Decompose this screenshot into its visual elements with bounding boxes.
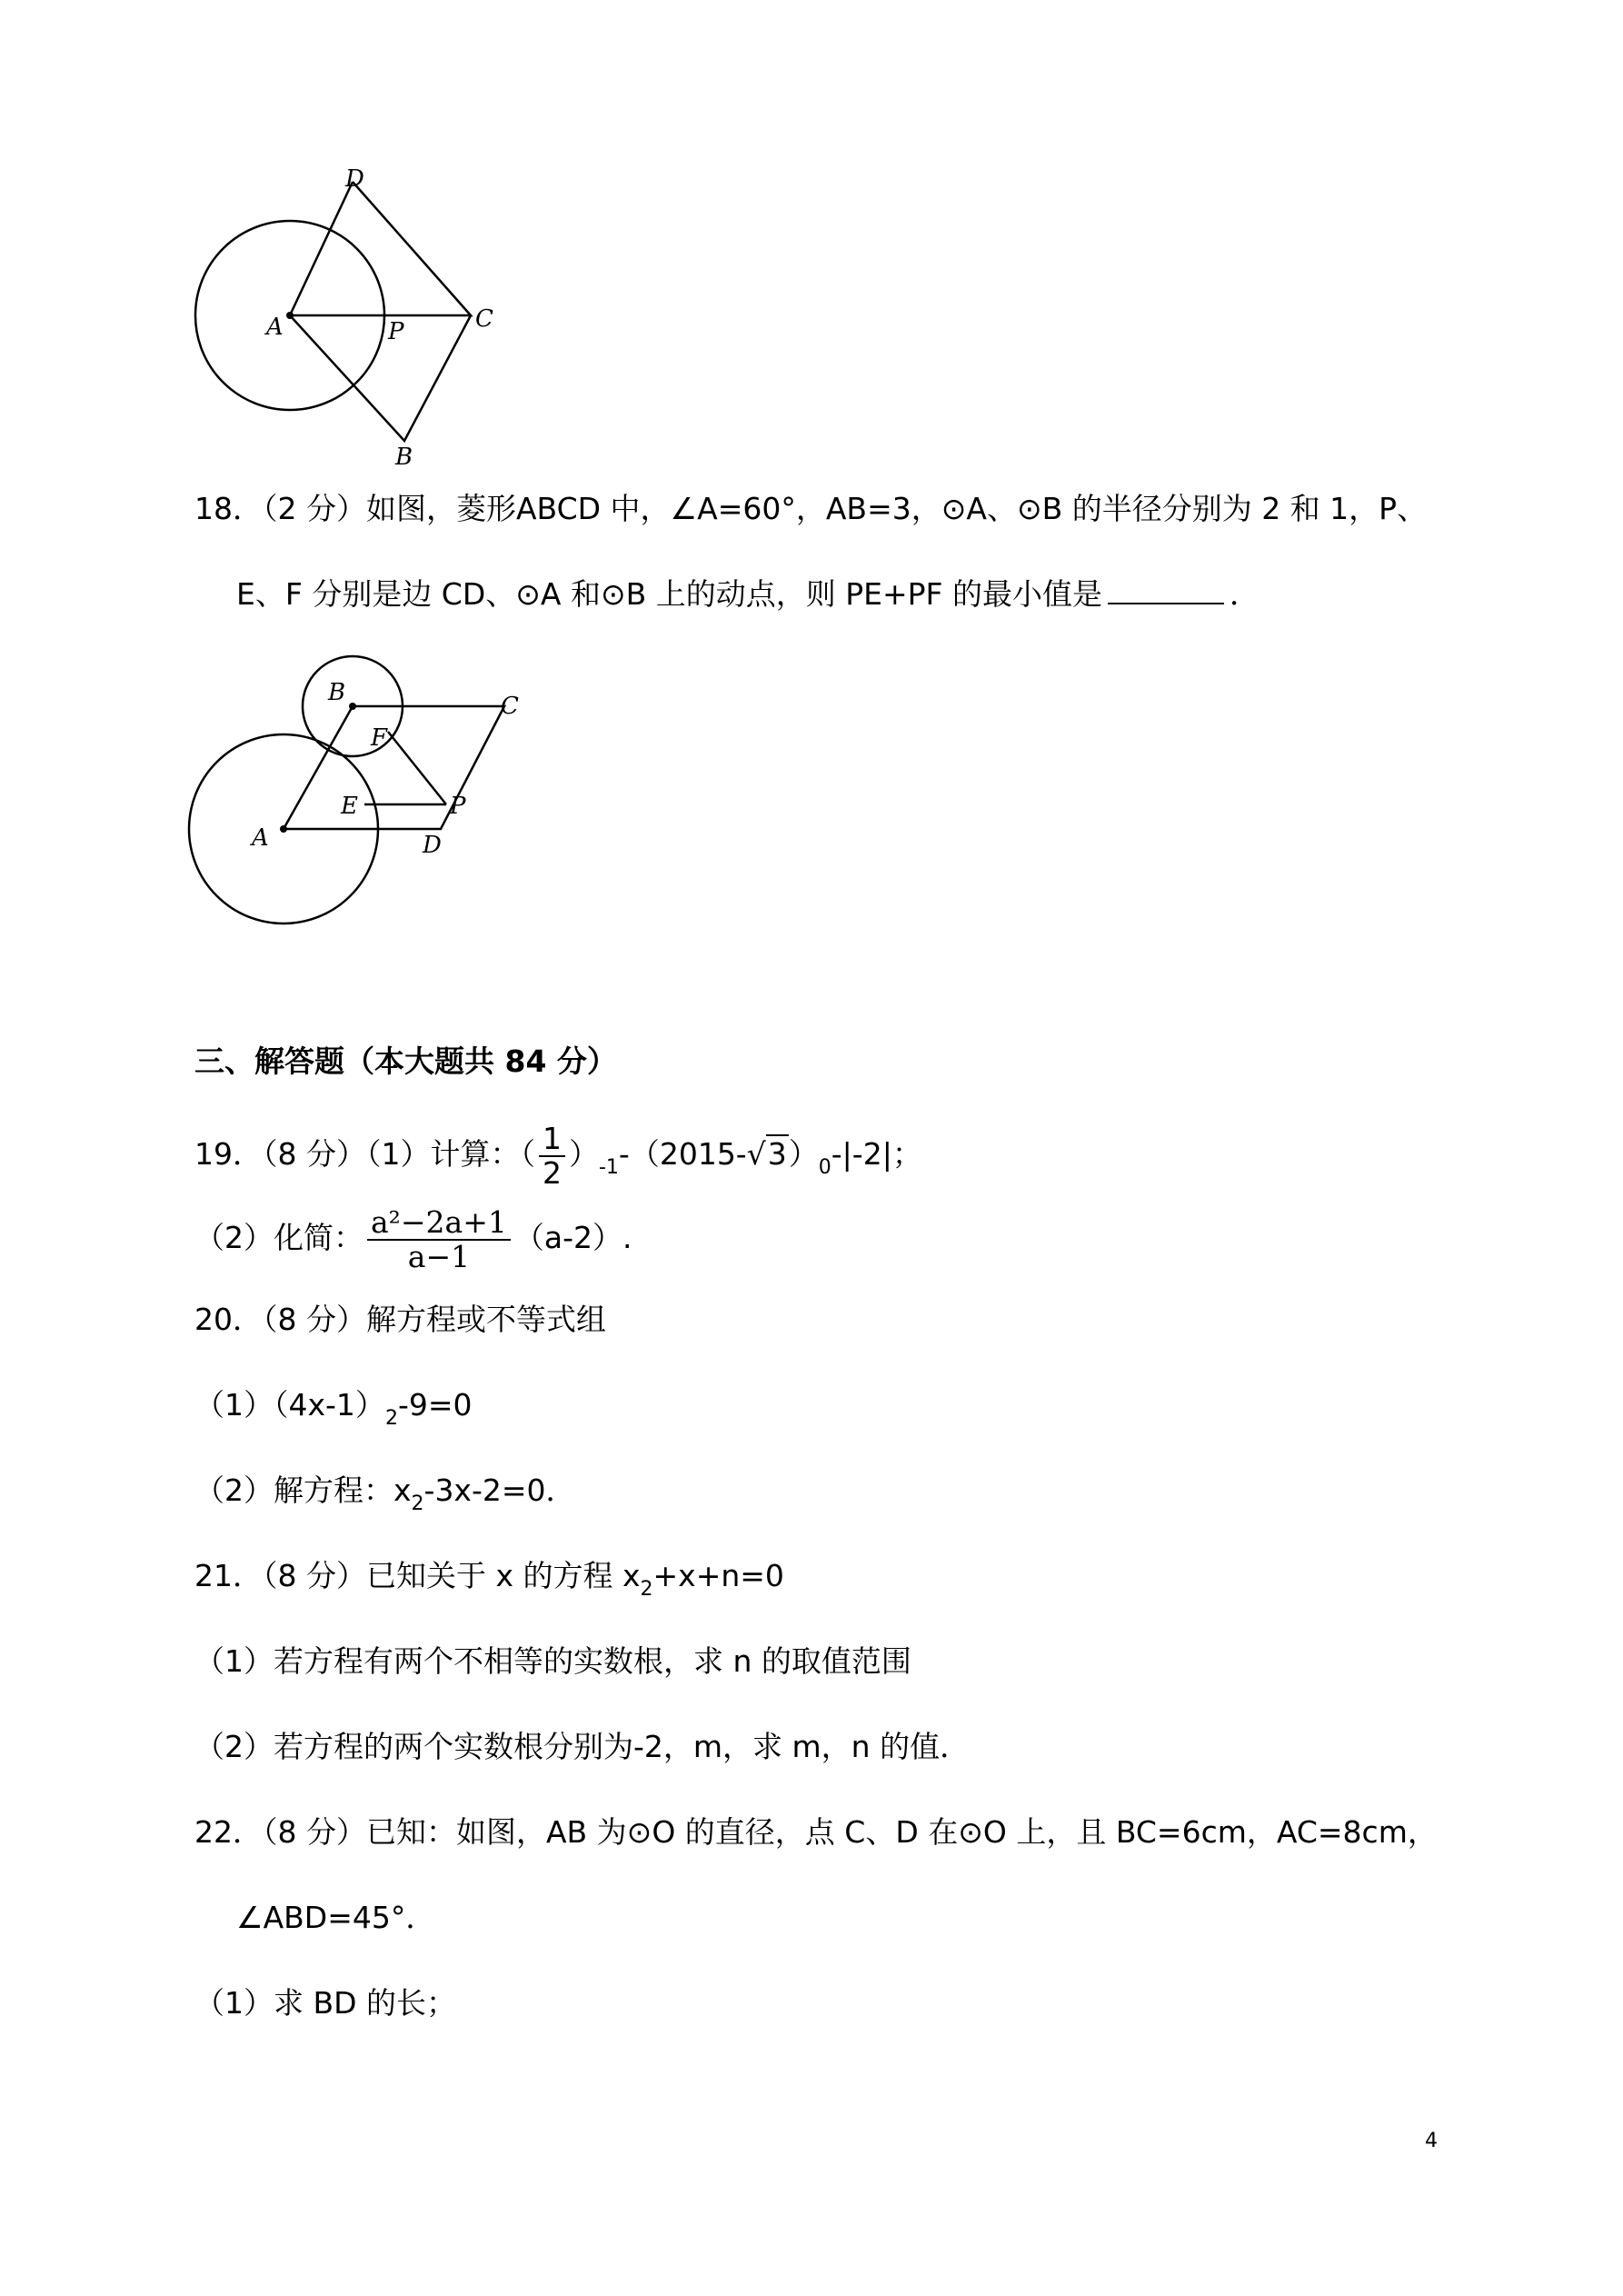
q22-line2: ∠ABD=45°． bbox=[236, 1900, 436, 1935]
q20-p2-a: （2）解方程：x bbox=[194, 1472, 412, 1508]
q19-part1 bbox=[194, 1118, 922, 1191]
q20-title: 20．（8 分）解方程或不等式组 bbox=[194, 1302, 606, 1337]
shape-lines-lower bbox=[290, 315, 471, 441]
q21-part1: （1）若方程有两个不相等的实数根，求 n 的取值范围 bbox=[194, 1643, 911, 1679]
q19-end: -|-2|； bbox=[831, 1136, 922, 1172]
q22-line1: 22．（8 分）已知：如图，AB 为⊙O 的直径，点 C、D 在⊙O 上，且 BC=6cm，AC=8cm， bbox=[194, 1814, 1438, 1850]
q19-exp1: -1 bbox=[598, 1156, 619, 1179]
q19-p2-prefix: （2）化简： bbox=[194, 1220, 363, 1255]
q20-p1-a: （1）（4x-1） bbox=[194, 1387, 385, 1423]
page-number: 4 bbox=[1425, 2130, 1438, 2152]
q21-part2: （2）若方程的两个实数根分别为-2，m，求 m，n 的值． bbox=[194, 1729, 971, 1764]
q20-p2-exp: 2 bbox=[411, 1492, 424, 1515]
q21-title-a: 21．（8 分）已知关于 x 的方程 x bbox=[194, 1558, 641, 1593]
label-e: E bbox=[341, 793, 358, 820]
q18-line2-end: ． bbox=[1230, 576, 1260, 612]
answer-blank bbox=[1108, 575, 1224, 604]
q19-mid2: -（2015- bbox=[618, 1136, 747, 1172]
q19-mid1: ） bbox=[568, 1136, 599, 1172]
q18-line2-text: E、F 分别是边 CD、⊙A 和⊙B 上的动点，则 PE+PF 的最小值是 bbox=[236, 576, 1103, 612]
label-c: C bbox=[501, 693, 519, 720]
q18-line1: 18．（2 分）如图，菱形ABCD 中，∠A=60°，AB=3，⊙A、⊙B 的半径分别为 2 和 1，P、 bbox=[194, 491, 1428, 526]
q20-part1 bbox=[194, 1387, 473, 1428]
point-a bbox=[286, 312, 294, 319]
sqrt-sign: √ bbox=[746, 1136, 766, 1172]
q21-title-exp: 2 bbox=[640, 1578, 653, 1601]
q20-p1-b: -9=0 bbox=[397, 1387, 473, 1423]
label-p: P bbox=[450, 793, 466, 820]
rhombus-abcd bbox=[284, 706, 504, 829]
label-d: D bbox=[345, 165, 364, 193]
label-c: C bbox=[475, 305, 493, 333]
frac-num: a²−2a+1 bbox=[367, 1206, 511, 1241]
label-d: D bbox=[423, 832, 442, 859]
point-b bbox=[349, 703, 356, 710]
frac-num: 1 bbox=[539, 1123, 565, 1157]
shape-lines bbox=[290, 182, 471, 315]
point-a bbox=[280, 825, 287, 833]
segment-pf bbox=[388, 732, 446, 804]
section-title: 三、解答题（本大题共 84 分） bbox=[194, 1043, 617, 1079]
frac-den: a−1 bbox=[407, 1238, 471, 1274]
label-f: F bbox=[371, 724, 388, 752]
label-a: A bbox=[266, 314, 284, 341]
q19-p2-end: （a-2）. bbox=[513, 1220, 632, 1255]
label-p: P bbox=[388, 318, 404, 345]
label-a: A bbox=[252, 824, 269, 852]
q20-p2-b: -3x-2=0． bbox=[423, 1472, 576, 1508]
q20-p1-exp: 2 bbox=[384, 1407, 398, 1430]
label-b: B bbox=[395, 444, 413, 468]
q19-exp2: 0 bbox=[818, 1156, 831, 1179]
label-b: B bbox=[328, 679, 346, 706]
sqrt-arg: 3 bbox=[767, 1136, 787, 1172]
fraction-simplify bbox=[367, 1203, 511, 1274]
q19-part2 bbox=[194, 1202, 632, 1274]
q21-title-b: +x+n=0 bbox=[652, 1558, 784, 1593]
figure-circle-rhombus bbox=[186, 159, 513, 468]
frac-den: 2 bbox=[542, 1154, 562, 1191]
q19-mid3: ） bbox=[788, 1136, 819, 1172]
fraction-one-half bbox=[539, 1120, 565, 1191]
q18-line2 bbox=[236, 575, 1260, 613]
q20-part2 bbox=[194, 1472, 576, 1513]
q22-part1: （1）求 BD 的长； bbox=[194, 1985, 457, 2021]
q21-title bbox=[194, 1558, 784, 1599]
q19-prefix: 19．（8 分）（1）计算：（ bbox=[194, 1136, 535, 1172]
figure-rhombus-two-circles bbox=[186, 654, 532, 927]
